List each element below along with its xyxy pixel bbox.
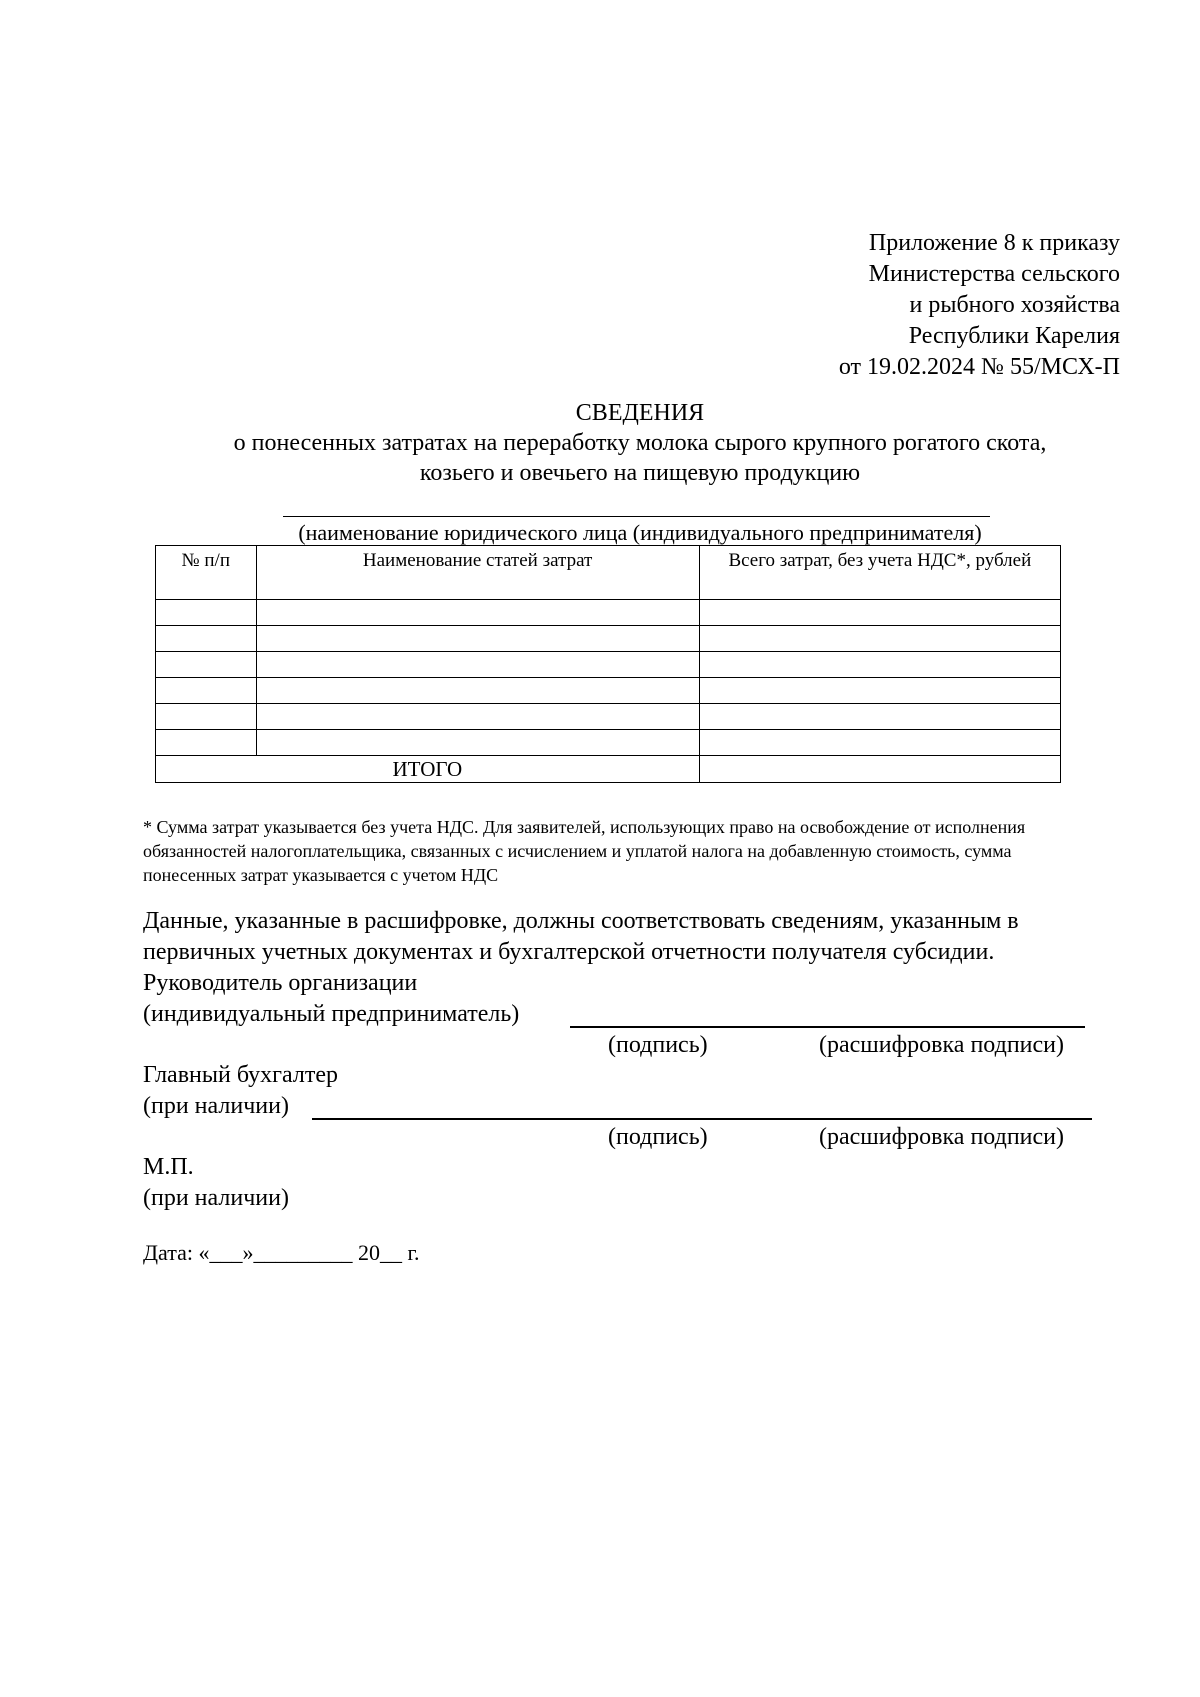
appendix-line: и рыбного хозяйства xyxy=(909,292,1120,318)
date-field[interactable]: Дата: «___»_________ 20__ г. xyxy=(143,1240,420,1265)
appendix-line: Приложение 8 к приказу xyxy=(868,230,1120,256)
accountant-signature-decode-caption: (расшифровка подписи) xyxy=(819,1124,1064,1150)
table-cell-amount[interactable] xyxy=(699,600,1060,626)
table-cell-amount[interactable] xyxy=(699,678,1060,704)
table-cell-amount[interactable] xyxy=(699,652,1060,678)
header-total-cost: Всего затрат, без учета НДС*, рублей xyxy=(699,546,1060,600)
table-cell-number[interactable] xyxy=(156,704,257,730)
stamp-sublabel: (при наличии) xyxy=(143,1185,289,1211)
total-amount-cell[interactable] xyxy=(699,756,1060,783)
organization-name-field[interactable] xyxy=(283,516,990,517)
head-sublabel: (индивидуальный предприниматель) xyxy=(143,1001,520,1027)
head-label: Руководитель организации xyxy=(143,970,418,996)
table-row xyxy=(156,704,1061,730)
organization-name-caption: (наименование юридического лица (индивидуального предпринимателя) xyxy=(298,520,982,545)
table-row xyxy=(156,600,1061,626)
stamp-label: М.П. xyxy=(143,1154,194,1180)
table-cell-number[interactable] xyxy=(156,678,257,704)
table-row xyxy=(156,730,1061,756)
accountant-sublabel: (при наличии) xyxy=(143,1093,289,1119)
accountant-label: Главный бухгалтер xyxy=(143,1062,338,1088)
appendix-line: от 19.02.2024 № 55/МСХ-П xyxy=(838,354,1120,380)
header-cost-item: Наименование статей затрат xyxy=(256,546,699,600)
vat-footnote: * Сумма затрат указывается без учета НДС. Для заявителей, использующих право на освобождение от исполнения обязанностей налогоплательщика, связанных с исчислением и уплатой налога на добавленную стоимость, сумма понесенных затрат указывается с учетом НДС xyxy=(143,817,1026,885)
document-subtitle-line: о понесенных затратах на переработку молока сырого крупного рогатого скота, xyxy=(233,430,1047,456)
document-title: СВЕДЕНИЯ xyxy=(575,400,705,426)
document-title-block xyxy=(140,398,1140,488)
table-cell-cost-item[interactable] xyxy=(256,626,699,652)
head-signature-line[interactable] xyxy=(570,1026,1085,1028)
table-cell-amount[interactable] xyxy=(699,704,1060,730)
costs-table xyxy=(155,545,1061,783)
table-row xyxy=(156,652,1061,678)
table-cell-amount[interactable] xyxy=(699,626,1060,652)
table-cell-number[interactable] xyxy=(156,600,257,626)
table-cell-number[interactable] xyxy=(156,626,257,652)
accountant-signature-caption: (подпись) xyxy=(608,1124,708,1150)
table-cell-amount[interactable] xyxy=(699,730,1060,756)
total-label: ИТОГО xyxy=(156,756,700,783)
table-cell-number[interactable] xyxy=(156,730,257,756)
appendix-line: Республики Карелия xyxy=(908,323,1120,349)
data-conformity-statement: Данные, указанные в расшифровке, должны соответствовать сведениям, указанным в первичных учетных документах и бухгалтерской отчетности получателя субсидии. xyxy=(143,908,1019,965)
header-number: № п/п xyxy=(156,546,257,600)
table-header-row xyxy=(156,546,1061,600)
document-subtitle-line: козьего и овечьего на пищевую продукцию xyxy=(419,460,861,486)
table-cell-cost-item[interactable] xyxy=(256,730,699,756)
head-signature-caption: (подпись) xyxy=(608,1032,708,1058)
table-total-row xyxy=(156,756,1061,783)
appendix-line: Министерства сельского xyxy=(868,261,1120,287)
table-cell-number[interactable] xyxy=(156,652,257,678)
head-signature-decode-caption: (расшифровка подписи) xyxy=(819,1032,1064,1058)
table-row xyxy=(156,626,1061,652)
table-cell-cost-item[interactable] xyxy=(256,678,699,704)
table-cell-cost-item[interactable] xyxy=(256,600,699,626)
table-cell-cost-item[interactable] xyxy=(256,652,699,678)
table-row xyxy=(156,678,1061,704)
appendix-reference xyxy=(839,228,1120,383)
table-cell-cost-item[interactable] xyxy=(256,704,699,730)
accountant-signature-line[interactable] xyxy=(312,1118,1092,1120)
